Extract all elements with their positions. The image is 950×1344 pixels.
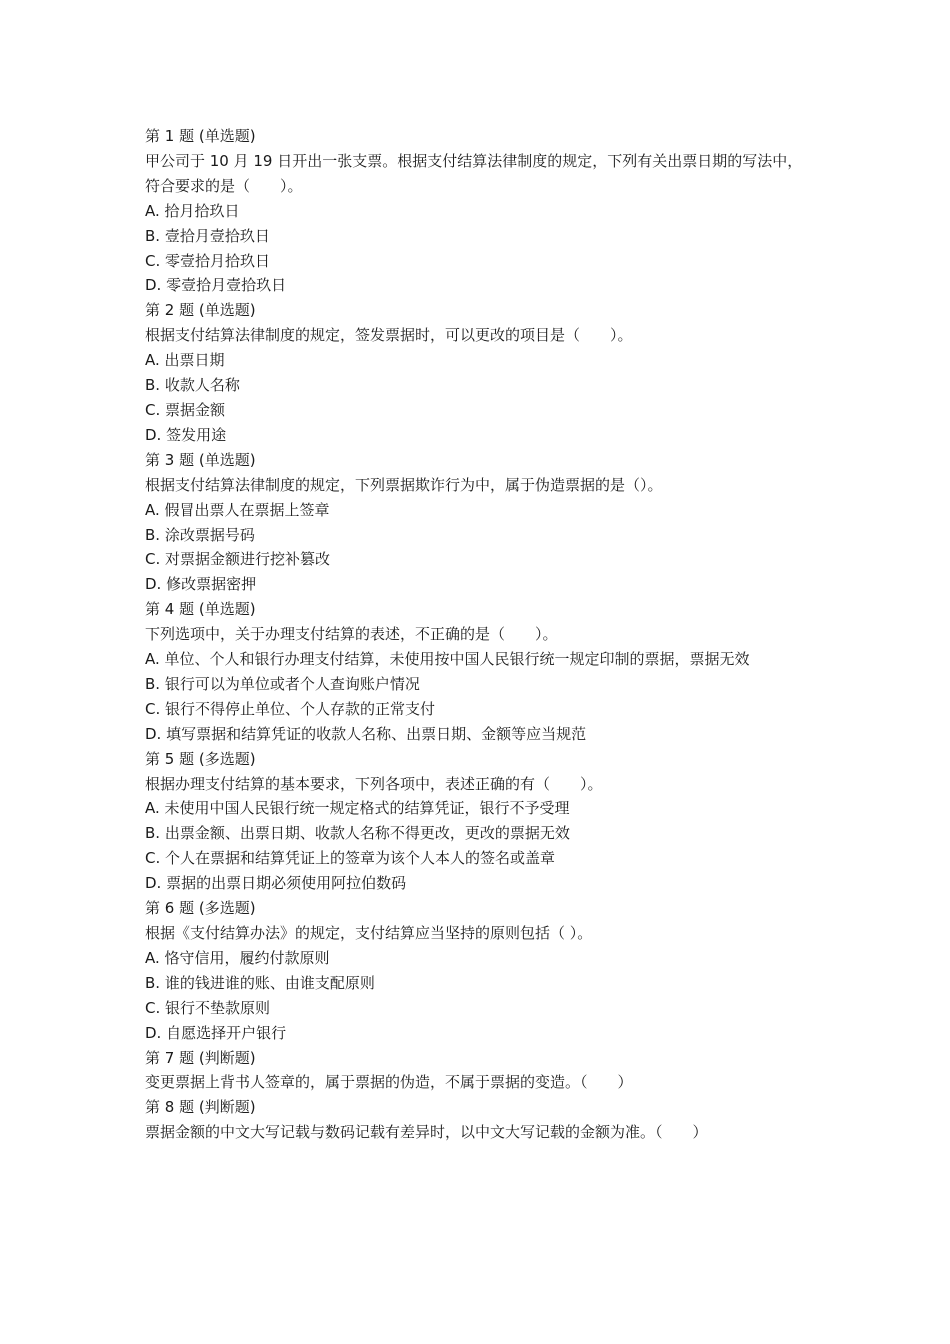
- question-5: [145, 747, 810, 896]
- question-header: 第 1 题 (单选题): [145, 127, 256, 145]
- option-d: D. 零壹拾月壹拾玖日: [145, 276, 287, 295]
- option-a: A. 未使用中国人民银行统一规定格式的结算凭证，银行不予受理: [145, 799, 570, 818]
- question-4: [145, 597, 810, 746]
- question-1: [145, 124, 810, 298]
- option-b: B. 收款人名称: [145, 376, 240, 395]
- question-6: [145, 896, 810, 1045]
- option-c: C. 票据金额: [145, 400, 226, 419]
- option-d: D. 修改票据密押: [145, 575, 257, 594]
- option-b: B. 银行可以为单位或者个人查询账户情况: [145, 674, 420, 693]
- option-b: B. 壹拾月壹拾玖日: [145, 226, 270, 245]
- question-2: [145, 298, 810, 447]
- question-stem: 根据《支付结算办法》的规定，支付结算应当坚持的原则包括（ ）。: [145, 924, 593, 942]
- question-header: 第 8 题 (判断题): [145, 1098, 256, 1117]
- option-c: C. 零壹拾月拾玖日: [145, 251, 271, 270]
- option-d: D. 签发用途: [145, 425, 227, 444]
- option-a: A. 恪守信用，履约付款原则: [145, 948, 330, 967]
- option-a: A. 单位、个人和银行办理支付结算，未使用按中国人民银行统一规定印制的票据，票据无效: [145, 650, 750, 669]
- option-b: B. 出票金额、出票日期、收款人名称不得更改，更改的票据无效: [145, 824, 570, 843]
- question-8: [145, 1095, 810, 1145]
- question-7: [145, 1046, 810, 1096]
- option-c: C. 银行不得停止单位、个人存款的正常支付: [145, 699, 436, 718]
- option-a: A. 拾月拾玖日: [145, 201, 240, 220]
- question-stem: 票据金额的中文大写记载与数码记载有差异时，以中文大写记载的金额为准。（ ）: [145, 1123, 708, 1142]
- question-stem: 根据办理支付结算的基本要求，下列各项中，表述正确的有（ ）。: [145, 774, 603, 793]
- question-stem: 下列选项中，关于办理支付结算的表述，不正确的是（ ）。: [145, 625, 558, 644]
- question-header: 第 7 题 (判断题): [145, 1048, 256, 1067]
- option-a: A. 出票日期: [145, 351, 225, 370]
- question-3: [145, 448, 810, 597]
- option-d: D. 填写票据和结算凭证的收款人名称、出票日期、金额等应当规范: [145, 724, 587, 743]
- question-header: 第 6 题 (多选题): [145, 899, 256, 918]
- option-d: D. 票据的出票日期必须使用阿拉伯数码: [145, 874, 407, 893]
- question-header: 第 3 题 (单选题): [145, 450, 256, 469]
- question-stem: 变更票据上背书人签章的，属于票据的伪造，不属于票据的变造。（ ）: [145, 1073, 633, 1092]
- option-c: C. 个人在票据和结算凭证上的签章为该个人本人的签名或盖章: [145, 849, 556, 868]
- option-b: B. 谁的钱进谁的账、由谁支配原则: [145, 973, 375, 992]
- option-c: C. 对票据金额进行挖补篡改: [145, 550, 331, 569]
- option-a: A. 假冒出票人在票据上签章: [145, 500, 330, 519]
- question-stem: 根据支付结算法律制度的规定，签发票据时，可以更改的项目是（ ）。: [145, 326, 633, 345]
- question-header: 第 4 题 (单选题): [145, 600, 256, 619]
- option-b: B. 涂改票据号码: [145, 525, 255, 544]
- option-c: C. 银行不垫款原则: [145, 998, 271, 1017]
- option-d: D. 自愿选择开户银行: [145, 1023, 287, 1042]
- question-header: 第 2 题 (单选题): [145, 301, 256, 320]
- question-stem: 甲公司于 10 月 19 日开出一张支票。根据支付结算法律制度的规定，下列有关出票日期的写法中，符合要求的是（ ）。: [145, 151, 803, 195]
- question-header: 第 5 题 (多选题): [145, 749, 256, 768]
- question-stem: 根据支付结算法律制度的规定，下列票据欺诈行为中，属于伪造票据的是（）。: [145, 475, 663, 494]
- document-page: [145, 124, 810, 1145]
